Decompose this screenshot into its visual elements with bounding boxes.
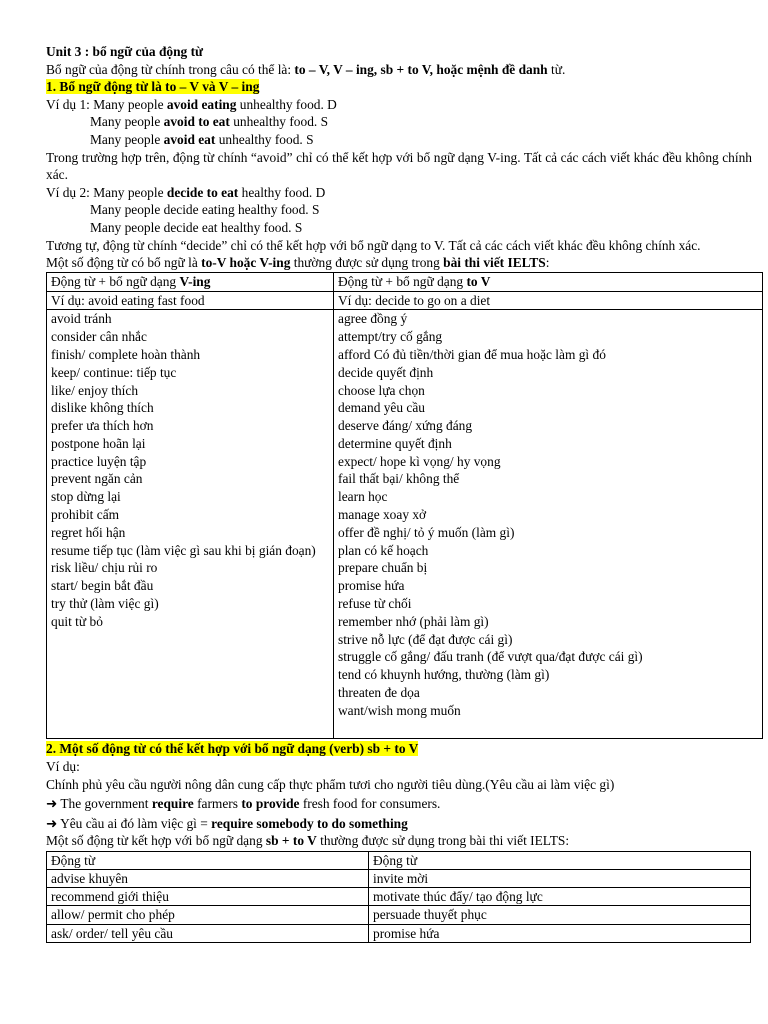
table-cell: motivate thúc đẩy/ tạo động lực <box>369 888 751 906</box>
list-item: avoid tránh <box>51 311 112 327</box>
list-item: like/ enjoy thích <box>51 382 139 398</box>
example2-line2: Many people decide eating healthy food. S <box>90 202 320 218</box>
list-item: plan có kế hoạch <box>338 542 429 558</box>
list-item: regret hối hận <box>51 524 126 540</box>
table-header-row <box>47 851 751 869</box>
table-cell: promise hứa <box>369 924 751 942</box>
section2-pattern-rule: ➜ Yêu cầu ai đó làm việc gì = require somebody to do something <box>46 815 408 831</box>
section2-example-label: Ví dụ: <box>46 758 80 774</box>
example2-line1: Ví dụ 2: Many people decide to eat healthy food. D <box>46 184 326 200</box>
header-left: Động từ <box>47 851 369 869</box>
list-item: consider cân nhắc <box>51 329 147 345</box>
table-header-row <box>47 272 763 291</box>
list-item: deserve đáng/ xứng đáng <box>338 418 473 434</box>
list-item: want/wish mong muốn <box>338 702 461 718</box>
list-item: refuse từ chối <box>338 596 412 612</box>
intro-line: Bổ ngữ của động từ chính trong câu có thể là: to – V, V – ing, sb + to V, hoặc mệnh đề danh từ. <box>46 61 566 77</box>
list-item: prohibit cấm <box>51 507 120 523</box>
example1-line2: Many people avoid to eat unhealthy food. S <box>90 114 329 130</box>
table-cell: allow/ permit cho phép <box>47 906 369 924</box>
list-item: learn học <box>338 489 388 505</box>
example1-line1: Ví dụ 1: Many people avoid eating unhealthy food. D <box>46 96 337 112</box>
list-item: threaten đe dọa <box>338 685 420 701</box>
table-row <box>47 888 751 906</box>
document-page <box>46 43 752 943</box>
example2-note: Tương tự, động từ chính “decide” chỉ có thể kết hợp với bổ ngữ dạng to V. Tất cả các cách viết khác đều không chính xác. <box>46 237 701 253</box>
ving-verb-list <box>47 310 334 739</box>
list-item: prevent ngăn cản <box>51 471 143 487</box>
list-item: risk liều/ chịu rủi ro <box>51 560 158 576</box>
list-item: fail thất bại/ không thể <box>338 471 460 487</box>
header-right: Động từ <box>369 851 751 869</box>
verb-complement-table <box>46 272 763 740</box>
list-item: decide quyết định <box>338 364 434 380</box>
list-item: dislike không thích <box>51 400 154 416</box>
list-item: expect/ hope kì vọng/ hy vọng <box>338 453 501 469</box>
list-item: manage xoay xở <box>338 507 427 523</box>
table-cell: recommend giới thiệu <box>47 888 369 906</box>
list-item: postpone hoãn lại <box>51 435 146 451</box>
list-item: quit từ bỏ <box>51 613 103 629</box>
section2-english-example: ➜ The government require farmers to provide fresh food for consumers. <box>46 796 441 812</box>
list-item: demand yêu cầu <box>338 400 425 416</box>
list-item: start/ begin bắt đầu <box>51 578 154 594</box>
list-item: prefer ưa thích hơn <box>51 418 154 434</box>
list-item: try thử (làm việc gì) <box>51 596 159 612</box>
list-item: offer đề nghị/ tỏ ý muốn (làm gì) <box>338 524 515 540</box>
list-item: prepare chuẩn bị <box>338 560 428 576</box>
list-item: keep/ continue: tiếp tục <box>51 364 177 380</box>
table-example-row <box>47 291 763 310</box>
section1-heading: 1. Bổ ngữ động từ là to – V và V – ing <box>46 79 260 95</box>
table-cell: invite mời <box>369 870 751 888</box>
table1-intro: Một số động từ có bổ ngữ là to-V hoặc V-ing thường được sử dụng trong bài thi viết IELTS: <box>46 255 550 271</box>
example1-line3: Many people avoid eat unhealthy food. S <box>90 131 314 147</box>
table2-intro: Một số động từ kết hợp với bổ ngữ dạng sb + to V thường được sử dụng trong bài thi viết IELTS: <box>46 833 570 849</box>
list-item: remember nhớ (phải làm gì) <box>338 613 489 629</box>
table-row <box>47 870 751 888</box>
list-item: promise hứa <box>338 578 405 594</box>
example1-note: Trong trường hợp trên, động từ chính “avoid” chỉ có thể kết hợp với bổ ngữ dạng V-ing. Tất cả các cách viết khác đều không chính xác. <box>46 149 752 183</box>
table-cell: persuade thuyết phục <box>369 906 751 924</box>
example-ving: Ví dụ: avoid eating fast food <box>47 291 334 310</box>
table-row <box>47 924 751 942</box>
list-item: agree đồng ý <box>338 311 408 327</box>
list-item: tend có khuynh hướng, thường (làm gì) <box>338 667 550 683</box>
table-row <box>47 906 751 924</box>
example2-line3: Many people decide eat healthy food. S <box>90 219 303 235</box>
list-item: finish/ complete hoàn thành <box>51 346 201 362</box>
list-item: struggle cố gắng/ đấu tranh (để vượt qua/đạt được cái gì) <box>338 649 643 665</box>
header-ving: Động từ + bổ ngữ dạng V-ing <box>47 272 334 291</box>
list-item: resume tiếp tục (làm việc gì sau khi bị gián đoạn) <box>51 542 316 558</box>
section2-heading: 2. Một số động từ có thể kết hợp với bổ ngữ dạng (verb) sb + to V <box>46 741 419 757</box>
list-item: attempt/try cố gắng <box>338 329 443 345</box>
table-cell: advise khuyên <box>47 870 369 888</box>
table-list-row <box>47 310 763 739</box>
table-cell: ask/ order/ tell yêu cầu <box>47 924 369 942</box>
header-tov: Động từ + bổ ngữ dạng to V <box>334 272 763 291</box>
list-item: stop dừng lại <box>51 489 121 505</box>
sb-to-v-table <box>46 851 751 943</box>
tov-verb-list <box>334 310 763 739</box>
list-item: practice luyện tập <box>51 453 147 469</box>
example-tov: Ví dụ: decide to go on a diet <box>334 291 763 310</box>
list-item: determine quyết định <box>338 435 452 451</box>
list-item: afford Có đủ tiền/thời gian để mua hoặc làm gì đó <box>338 346 606 362</box>
list-item: strive nỗ lực (để đạt được cái gì) <box>338 631 513 647</box>
section2-vietnamese-sentence: Chính phủ yêu cầu người nông dân cung cấp thực phẩm tươi cho người tiêu dùng.(Yêu cầu ai làm việc gì) <box>46 776 615 792</box>
list-item: choose lựa chọn <box>338 382 425 398</box>
page-title: Unit 3 : bổ ngữ của động từ <box>46 44 204 59</box>
